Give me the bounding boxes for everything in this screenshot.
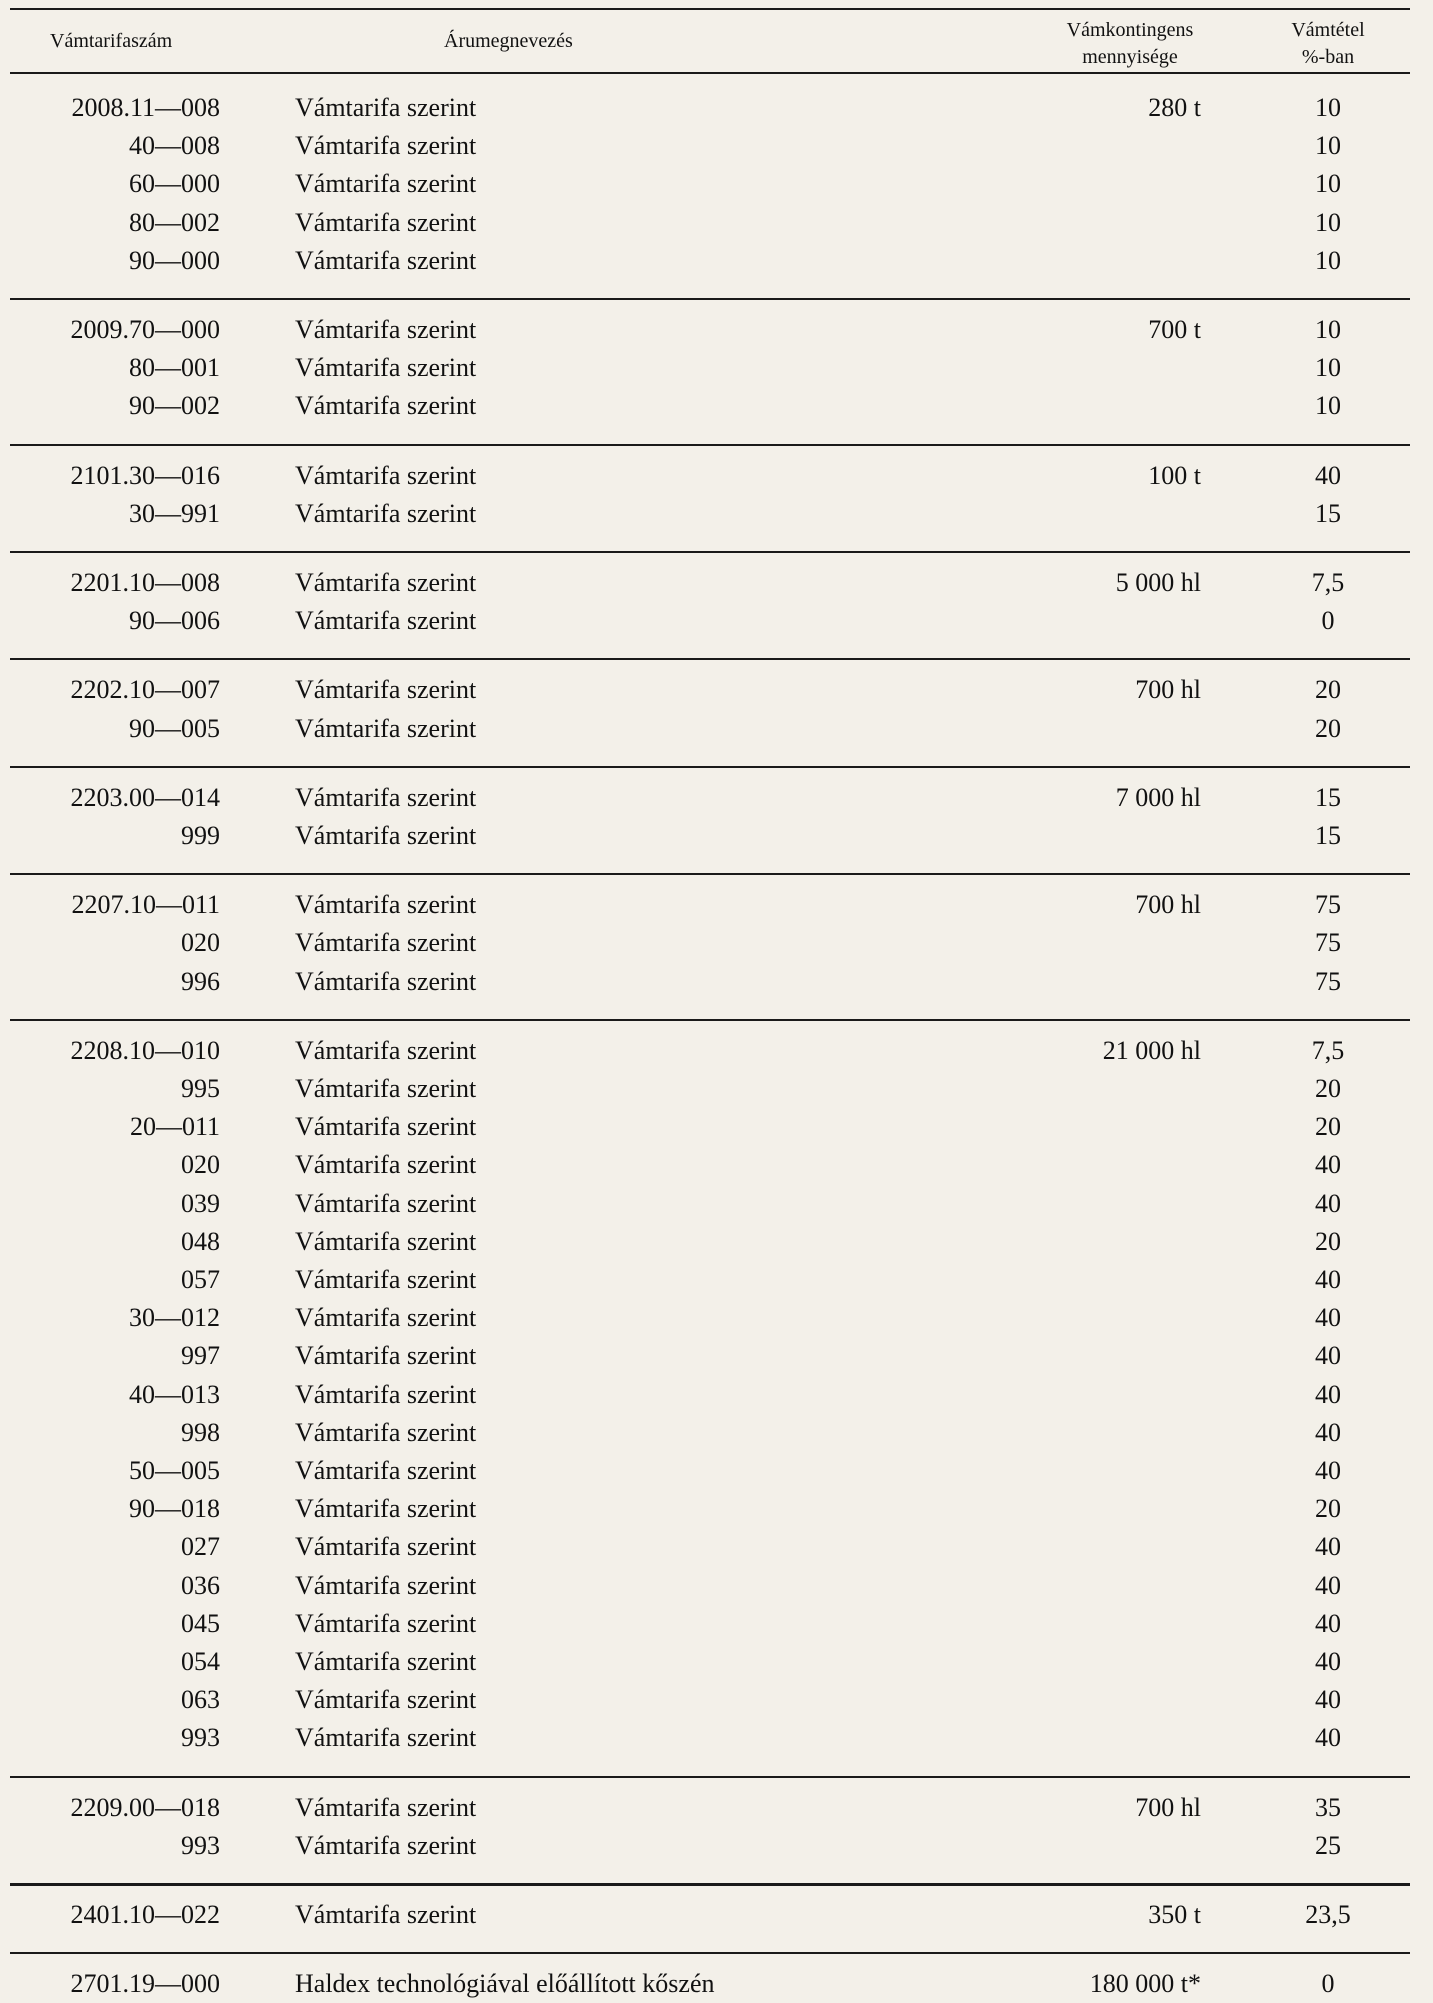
code-cell: 020 <box>181 928 220 958</box>
code-cell: 30—991 <box>129 498 220 528</box>
description-cell: Vámtarifa szerint <box>295 568 477 597</box>
description-cell: Vámtarifa szerint <box>295 315 477 344</box>
group-separator <box>10 1952 1410 1954</box>
code-cell: 027 <box>181 1532 220 1562</box>
code-cell: 2201.10—008 <box>70 568 220 597</box>
description-cell: Vámtarifa szerint <box>295 93 477 122</box>
code-cell: 2208.10—010 <box>70 1035 220 1065</box>
description-cell: Vámtarifa szerint <box>295 1265 477 1294</box>
description-cell: Vámtarifa szerint <box>295 1150 477 1180</box>
description-cell: Vámtarifa szerint <box>295 821 477 850</box>
table-row <box>0 1719 1433 1757</box>
header-quota: Vámkontingens mennyisége <box>1066 19 1194 68</box>
code-cell: 020 <box>181 1150 220 1180</box>
rate-cell: 40 <box>1315 1188 1341 1218</box>
rate-cell: 40 <box>1315 1417 1341 1447</box>
description-cell: Vámtarifa szerint <box>295 1723 477 1753</box>
code-cell: 998 <box>181 1417 220 1447</box>
description-cell: Vámtarifa szerint <box>295 131 477 161</box>
group-separator <box>10 766 1410 768</box>
table-row <box>0 1567 1433 1605</box>
table-row <box>0 1185 1433 1223</box>
code-cell: 20—011 <box>129 1112 220 1142</box>
table-row <box>0 779 1433 817</box>
table-row <box>0 387 1433 425</box>
table-row <box>0 89 1433 127</box>
rate-cell: 25 <box>1315 1830 1341 1860</box>
code-cell: 997 <box>181 1341 220 1371</box>
rate-cell: 10 <box>1315 315 1341 344</box>
rate-cell: 40 <box>1315 1341 1341 1371</box>
group-separator <box>10 1019 1410 1021</box>
code-cell: 50—005 <box>129 1456 220 1485</box>
description-cell: Vámtarifa szerint <box>295 890 477 920</box>
rate-cell: 40 <box>1315 1647 1341 1676</box>
description-cell: Vámtarifa szerint <box>295 1379 477 1409</box>
rate-cell: 20 <box>1315 1226 1341 1256</box>
rate-cell: 40 <box>1315 1379 1341 1409</box>
code-cell: 90—005 <box>129 713 220 743</box>
rate-cell: 20 <box>1315 1074 1341 1103</box>
rate-cell: 40 <box>1315 1303 1341 1333</box>
rate-cell: 10 <box>1315 93 1341 122</box>
description-cell: Vámtarifa szerint <box>295 1647 477 1676</box>
code-cell: 2203.00—014 <box>70 782 220 812</box>
code-cell: 045 <box>181 1608 220 1638</box>
quota-cell: 21 000 hl <box>1102 1035 1201 1065</box>
group-separator <box>10 1776 1410 1778</box>
description-cell: Vámtarifa szerint <box>295 169 477 199</box>
quota-cell: 280 t <box>1148 93 1201 122</box>
description-cell: Vámtarifa szerint <box>295 675 477 705</box>
description-cell: Vámtarifa szerint <box>295 1830 477 1860</box>
code-cell: 993 <box>181 1723 220 1753</box>
quota-cell: 700 hl <box>1135 1792 1201 1822</box>
table-row <box>0 924 1433 962</box>
table-row <box>0 1223 1433 1261</box>
rate-cell: 75 <box>1315 966 1341 996</box>
code-cell: 057 <box>181 1265 220 1294</box>
code-cell: 80—001 <box>129 353 220 383</box>
table-row <box>0 1146 1433 1184</box>
table-row <box>0 1108 1433 1146</box>
code-cell: 2701.19—000 <box>70 1969 220 1999</box>
rate-cell: 40 <box>1315 1608 1341 1638</box>
rate-cell: 35 <box>1315 1792 1341 1822</box>
rate-cell: 40 <box>1315 1150 1341 1180</box>
description-cell: Vámtarifa szerint <box>295 460 477 490</box>
rate-cell: 10 <box>1315 169 1341 199</box>
rate-cell: 20 <box>1315 1112 1341 1142</box>
quota-cell: 700 t <box>1148 315 1201 344</box>
table-row <box>0 564 1433 602</box>
code-cell: 2008.11—008 <box>71 93 220 122</box>
description-cell: Vámtarifa szerint <box>295 1112 477 1142</box>
rate-cell: 10 <box>1315 391 1341 421</box>
code-cell: 2202.10—007 <box>70 675 220 705</box>
code-cell: 063 <box>181 1685 220 1715</box>
table-row <box>0 1261 1433 1299</box>
code-cell: 054 <box>181 1647 220 1676</box>
code-cell: 80—002 <box>129 207 220 237</box>
description-cell: Vámtarifa szerint <box>295 1188 477 1218</box>
description-cell: Vámtarifa szerint <box>295 245 477 275</box>
code-cell: 2207.10—011 <box>71 890 220 920</box>
quota-cell: 700 hl <box>1135 890 1201 920</box>
code-cell: 40—013 <box>129 1379 220 1409</box>
table-row <box>0 1414 1433 1452</box>
table-row <box>0 1789 1433 1827</box>
rate-cell: 15 <box>1315 498 1341 528</box>
rate-cell: 0 <box>1321 606 1335 636</box>
code-cell: 30—012 <box>129 1303 220 1333</box>
header-code: Vámtarifaszám <box>50 30 173 52</box>
table-row <box>0 710 1433 748</box>
rate-cell: 10 <box>1315 207 1341 237</box>
description-cell: Vámtarifa szerint <box>295 1074 477 1103</box>
table-row <box>0 963 1433 1001</box>
table-row <box>0 1896 1433 1934</box>
header-rule <box>10 72 1410 74</box>
description-cell: Vámtarifa szerint <box>295 1456 477 1485</box>
code-cell: 993 <box>181 1830 220 1860</box>
rate-cell: 40 <box>1315 1456 1341 1485</box>
table-row <box>0 886 1433 924</box>
table-row <box>0 1337 1433 1375</box>
rate-cell: 40 <box>1315 1532 1341 1562</box>
table-row <box>0 1490 1433 1528</box>
description-cell: Haldex technológiával előállított kőszén <box>295 1969 715 1999</box>
code-cell: 40—008 <box>129 131 220 161</box>
code-cell: 60—000 <box>129 169 220 199</box>
table-row <box>0 127 1433 165</box>
rate-cell: 10 <box>1315 353 1341 383</box>
rate-cell: 75 <box>1315 928 1341 958</box>
table-row <box>0 1681 1433 1719</box>
rate-cell: 15 <box>1315 782 1341 812</box>
description-cell: Vámtarifa szerint <box>295 1608 477 1638</box>
rate-cell: 7,5 <box>1311 1035 1345 1065</box>
table-row <box>0 1643 1433 1681</box>
quota-cell: 180 000 t* <box>1089 1969 1201 1999</box>
rate-cell: 15 <box>1315 821 1341 850</box>
quota-cell: 100 t <box>1148 460 1201 490</box>
rate-cell: 20 <box>1315 1494 1341 1524</box>
rate-cell: 10 <box>1315 131 1341 161</box>
table-row <box>0 349 1433 387</box>
group-separator <box>10 551 1410 553</box>
table-row <box>0 1299 1433 1337</box>
quota-cell: 700 hl <box>1135 675 1201 705</box>
group-separator <box>10 298 1410 300</box>
table-row <box>0 817 1433 855</box>
rate-cell: 23,5 <box>1305 1900 1351 1929</box>
group-separator <box>10 873 1410 875</box>
description-cell: Vámtarifa szerint <box>295 391 477 421</box>
table-row <box>0 1965 1433 2003</box>
table-row <box>0 602 1433 640</box>
rate-cell: 7,5 <box>1311 568 1345 597</box>
table-row <box>0 1827 1433 1865</box>
code-cell: 048 <box>181 1226 220 1256</box>
rate-cell: 10 <box>1315 245 1341 275</box>
description-cell: Vámtarifa szerint <box>295 207 477 237</box>
code-cell: 036 <box>181 1570 220 1600</box>
quota-cell: 5 000 hl <box>1115 568 1201 597</box>
rate-cell: 40 <box>1315 460 1341 490</box>
table-row <box>0 1528 1433 1566</box>
table-row <box>0 495 1433 533</box>
rate-cell: 75 <box>1315 890 1341 920</box>
rate-cell: 0 <box>1321 1969 1335 1999</box>
table-row <box>0 1070 1433 1108</box>
description-cell: Vámtarifa szerint <box>295 1226 477 1256</box>
table-row <box>0 457 1433 495</box>
code-cell: 90—002 <box>129 391 220 421</box>
table-row <box>0 1605 1433 1643</box>
code-cell: 995 <box>181 1074 220 1103</box>
rate-cell: 40 <box>1315 1685 1341 1715</box>
quota-cell: 7 000 hl <box>1115 782 1201 812</box>
table-row <box>0 1452 1433 1490</box>
description-cell: Vámtarifa szerint <box>295 606 477 636</box>
group-separator <box>10 658 1410 660</box>
description-cell: Vámtarifa szerint <box>295 498 477 528</box>
description-cell: Vámtarifa szerint <box>295 966 477 996</box>
header-rate: Vámtétel %-ban <box>1291 19 1365 68</box>
table-row <box>0 311 1433 349</box>
code-cell: 039 <box>181 1188 220 1218</box>
description-cell: Vámtarifa szerint <box>295 1570 477 1600</box>
table-row <box>0 1376 1433 1414</box>
rate-cell: 20 <box>1315 675 1341 705</box>
description-cell: Vámtarifa szerint <box>295 353 477 383</box>
description-cell: Vámtarifa szerint <box>295 1303 477 1333</box>
table-row <box>0 242 1433 280</box>
description-cell: Vámtarifa szerint <box>295 1417 477 1447</box>
description-cell: Vámtarifa szerint <box>295 1685 477 1715</box>
code-cell: 90—000 <box>129 245 220 275</box>
code-cell: 90—006 <box>129 606 220 636</box>
rate-cell: 40 <box>1315 1265 1341 1294</box>
description-cell: Vámtarifa szerint <box>295 1900 477 1929</box>
rate-cell: 20 <box>1315 713 1341 743</box>
code-cell: 2101.30—016 <box>70 460 220 490</box>
code-cell: 999 <box>181 821 220 850</box>
table-row <box>0 204 1433 242</box>
description-cell: Vámtarifa szerint <box>295 1792 477 1822</box>
quota-cell: 350 t <box>1148 1900 1201 1929</box>
table-row <box>0 671 1433 709</box>
code-cell: 90—018 <box>129 1494 220 1524</box>
code-cell: 996 <box>181 966 220 996</box>
description-cell: Vámtarifa szerint <box>295 782 477 812</box>
code-cell: 2401.10—022 <box>70 1900 220 1929</box>
table-row <box>0 165 1433 203</box>
description-cell: Vámtarifa szerint <box>295 928 477 958</box>
header-name: Árumegnevezés <box>444 30 573 52</box>
rate-cell: 40 <box>1315 1723 1341 1753</box>
description-cell: Vámtarifa szerint <box>295 1532 477 1562</box>
bottom-rule <box>10 1884 1410 1886</box>
description-cell: Vámtarifa szerint <box>295 713 477 743</box>
description-cell: Vámtarifa szerint <box>295 1494 477 1524</box>
description-cell: Vámtarifa szerint <box>295 1341 477 1371</box>
top-rule <box>10 8 1410 10</box>
code-cell: 2009.70—000 <box>70 315 220 344</box>
table-row <box>0 1032 1433 1070</box>
rate-cell: 40 <box>1315 1570 1341 1600</box>
code-cell: 2209.00—018 <box>70 1792 220 1822</box>
description-cell: Vámtarifa szerint <box>295 1035 477 1065</box>
group-separator <box>10 444 1410 446</box>
